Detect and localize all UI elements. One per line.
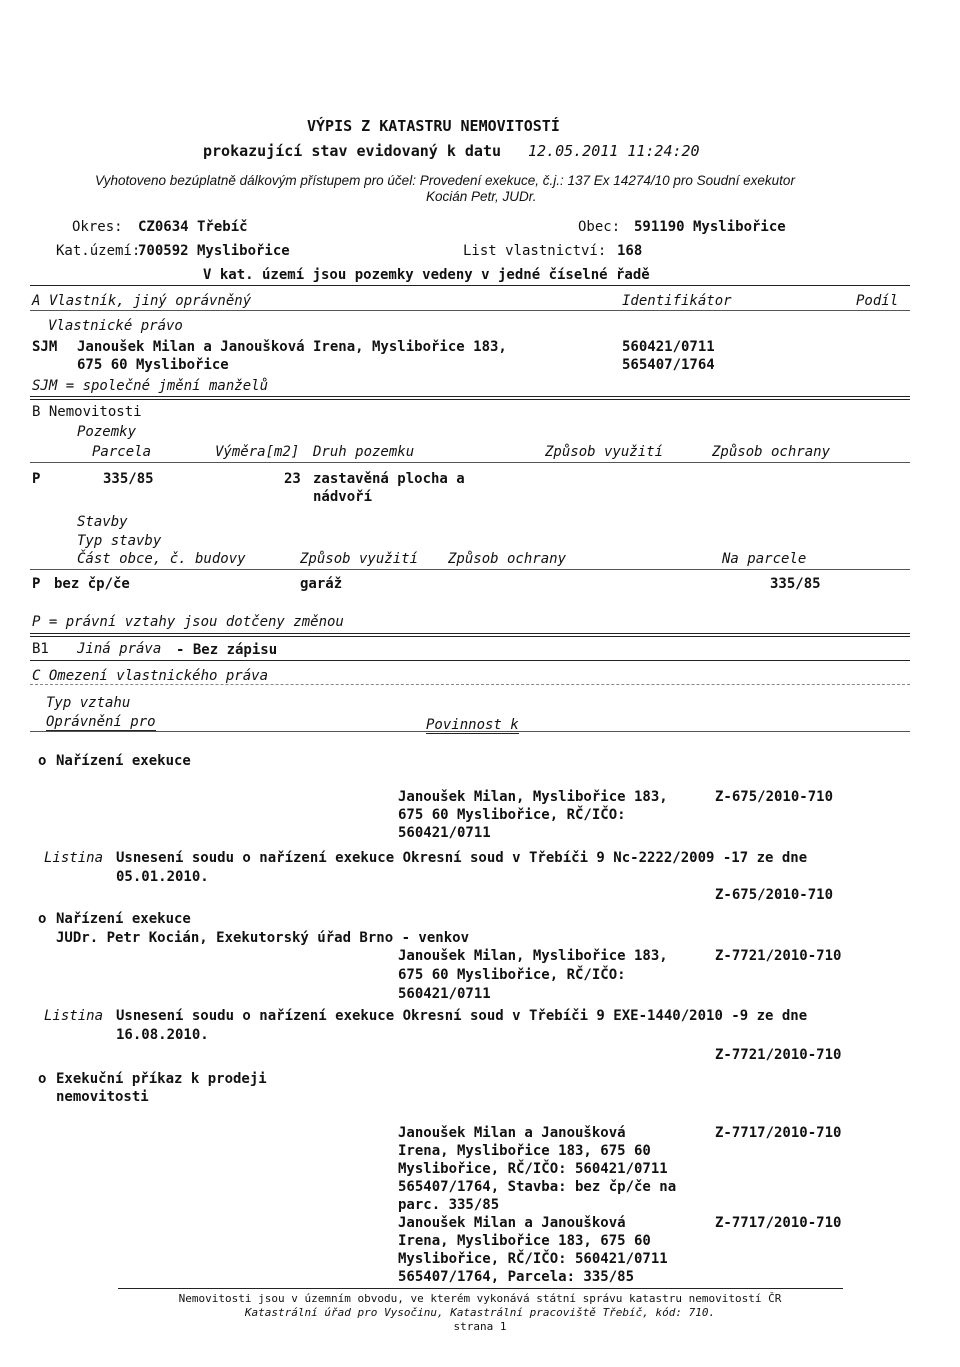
- pozemky-heading: Pozemky: [77, 424, 137, 440]
- entry-3-duty-a-ref: Z-7717/2010-710: [715, 1125, 842, 1141]
- col-protection: Způsob ochrany: [712, 444, 831, 460]
- parcel-area: 23: [284, 471, 301, 487]
- section-b-heading: B Nemovitosti: [32, 404, 142, 420]
- section-c-rule: [30, 660, 910, 661]
- col-relation-type: Typ vztahu: [46, 695, 131, 711]
- section-a-rule: [30, 285, 910, 286]
- entry-3-duty-b-line-3: Myslibořice, RČ/IČO: 560421/0711: [398, 1251, 668, 1267]
- sjm-legend: SJM = společné jmění manželů: [32, 378, 269, 394]
- entry-3-duty-a-line-5: parc. 335/85: [398, 1197, 500, 1213]
- parcel-header-rule: [30, 462, 910, 463]
- owner-line-1: Janoušek Milan a Janoušková Irena, Myslibořice 183,: [77, 339, 507, 355]
- entry-1-bullet: o: [38, 753, 47, 769]
- entry-2-holder: JUDr. Petr Kocián, Exekutorský úřad Brno - venkov: [56, 930, 470, 946]
- entry-3-duty-b-line-4: 565407/1764, Parcela: 335/85: [398, 1269, 635, 1285]
- entry-2-duty-line-1: Janoušek Milan, Myslibořice 183,: [398, 948, 668, 964]
- entry-3-bullet: o: [38, 1071, 47, 1087]
- p-legend: P = právní vztahy jsou dotčeny změnou: [32, 614, 344, 630]
- footer-page-number: strana 1: [453, 1320, 507, 1333]
- col-duty: Povinnost k: [426, 717, 519, 733]
- lv-value: 168: [617, 243, 643, 259]
- section-b1-label: Jiná práva: [77, 641, 162, 657]
- buildings-part-label: Část obce, č. budovy: [77, 551, 246, 567]
- section-b-rule-2: [30, 399, 910, 400]
- col-area: Výměra[m2]: [215, 444, 300, 460]
- buildings-use-label: Způsob využití: [300, 551, 419, 567]
- entry-2-listina-line-2: 16.08.2010.: [116, 1027, 209, 1043]
- entry-2-duty-ref: Z-7721/2010-710: [715, 948, 842, 964]
- parcel-flag: P: [32, 471, 41, 487]
- entry-1-duty-line-3: 560421/0711: [398, 825, 491, 841]
- entry-2-listina-line-1: Usnesení soudu o nařízení exekuce Okresní soud v Třebíči 9 EXE-1440/2010 -9 ze dne: [116, 1008, 808, 1024]
- buildings-heading: Stavby: [77, 514, 128, 530]
- entry-3-duty-b-ref: Z-7717/2010-710: [715, 1215, 842, 1231]
- section-c-header-rule: [30, 731, 910, 732]
- section-a-header-rule: [30, 310, 910, 311]
- col-parcel: Parcela: [92, 444, 152, 460]
- parcel-number: 335/85: [103, 471, 154, 487]
- document-subtitle: prokazující stav evidovaný k datu: [203, 142, 502, 160]
- entry-1-listina-ref: Z-675/2010-710: [715, 887, 834, 903]
- section-a-heading: A Vlastník, jiný oprávněný: [32, 293, 252, 309]
- entry-3-duty-b-line-1: Janoušek Milan a Janoušková: [398, 1215, 626, 1231]
- obec-value: 591190 Myslibořice: [634, 219, 786, 235]
- owner-line-2: 675 60 Myslibořice: [77, 357, 229, 373]
- entry-3-title-line-2: nemovitosti: [56, 1089, 149, 1105]
- section-b1-rule: [30, 633, 910, 634]
- buildings-type-label: Typ stavby: [77, 533, 162, 549]
- building-parcel: 335/85: [770, 576, 821, 592]
- kat-label: Kat.území:: [56, 243, 141, 259]
- section-b-rule: [30, 396, 910, 397]
- col-identifier: Identifikátor: [622, 293, 732, 309]
- footer-line-1: Nemovitosti jsou v územním obvodu, ve kterém vykonává státní správu katastru nemovitostí ČR: [178, 1292, 782, 1305]
- okres-label: Okres:: [72, 219, 123, 235]
- entry-2-listina-label: Listina: [44, 1008, 104, 1024]
- parcel-type-line-1: zastavěná plocha a: [313, 471, 465, 487]
- cadastral-note: V kat. území jsou pozemky vedeny v jedné číselné řadě: [203, 267, 650, 283]
- entry-1-listina-label: Listina: [44, 850, 104, 866]
- entry-2-title: Nařízení exekuce: [56, 911, 191, 927]
- footer-line-2: Katastrální úřad pro Vysočinu, Katastrální pracoviště Třebíč, kód: 710.: [244, 1306, 716, 1319]
- footer: [0, 1292, 960, 1334]
- entry-3-duty-a-line-3: Myslibořice, RČ/IČO: 560421/0711: [398, 1161, 668, 1177]
- issued-line-1: Vyhotoveno bezúplatně dálkovým přístupem pro účel: Provedení exekuce, č.j.: 137 Ex 14274/10 pro Soudní exekutor: [95, 173, 795, 188]
- section-c-dashed-rule: [30, 684, 910, 685]
- footer-rule: [118, 1288, 843, 1289]
- col-land-type: Druh pozemku: [313, 444, 415, 460]
- entry-2-duty-line-3: 560421/0711: [398, 986, 491, 1002]
- owner-id-1: 560421/0711: [622, 339, 715, 355]
- document-title: VÝPIS Z KATASTRU NEMOVITOSTÍ: [307, 117, 560, 135]
- entry-3-duty-a-line-1: Janoušek Milan a Janoušková: [398, 1125, 626, 1141]
- entry-1-listina-line-2: 05.01.2010.: [116, 869, 209, 885]
- building-use: garáž: [300, 576, 343, 592]
- entry-3-duty-a-line-2: Irena, Myslibořice 183, 675 60: [398, 1143, 651, 1159]
- entry-2-duty-line-2: 675 60 Myslibořice, RČ/IČO:: [398, 967, 626, 983]
- entry-2-bullet: o: [38, 911, 47, 927]
- entry-1-listina-line-1: Usnesení soudu o nařízení exekuce Okresní soud v Třebíči 9 Nc-2222/2009 -17 ze dne: [116, 850, 808, 866]
- kat-value: 700592 Myslibořice: [138, 243, 290, 259]
- issued-line-2: Kocián Petr, JUDr.: [426, 189, 537, 204]
- entry-1-duty-line-1: Janoušek Milan, Myslibořice 183,: [398, 789, 668, 805]
- building-flag: P: [32, 576, 41, 592]
- buildings-protection-label: Způsob ochrany: [448, 551, 567, 567]
- buildings-parcel-label: Na parcele: [722, 551, 807, 567]
- buildings-header-rule: [30, 569, 910, 570]
- section-c-heading: C Omezení vlastnického práva: [32, 668, 269, 684]
- building-number: bez čp/če: [54, 576, 130, 592]
- document-date: 12.05.2011 11:24:20: [528, 142, 700, 160]
- entry-1-duty-line-2: 675 60 Myslibořice, RČ/IČO:: [398, 807, 626, 823]
- entry-3-duty-a-line-4: 565407/1764, Stavba: bez čp/če na: [398, 1179, 677, 1195]
- section-b1-code: B1: [32, 641, 49, 657]
- obec-label: Obec:: [578, 219, 621, 235]
- col-share: Podíl: [856, 293, 899, 309]
- section-b1-rule-2: [30, 636, 910, 637]
- parcel-type-line-2: nádvoří: [313, 489, 373, 505]
- col-use: Způsob využití: [545, 444, 664, 460]
- entry-1-title: Nařízení exekuce: [56, 753, 191, 769]
- entry-1-duty-ref: Z-675/2010-710: [715, 789, 834, 805]
- col-holder: Oprávnění pro: [46, 714, 156, 730]
- okres-value: CZ0634 Třebíč: [138, 219, 248, 235]
- entry-3-duty-b-line-2: Irena, Myslibořice 183, 675 60: [398, 1233, 651, 1249]
- section-b1-value: - Bez zápisu: [176, 642, 278, 658]
- owner-id-2: 565407/1764: [622, 357, 715, 373]
- ownership-right-label: Vlastnické právo: [48, 318, 183, 334]
- entry-2-listina-ref: Z-7721/2010-710: [715, 1047, 842, 1063]
- lv-label: List vlastnictví:: [463, 243, 607, 259]
- owner-code: SJM: [32, 339, 58, 355]
- entry-3-title-line-1: Exekuční příkaz k prodeji: [56, 1071, 267, 1087]
